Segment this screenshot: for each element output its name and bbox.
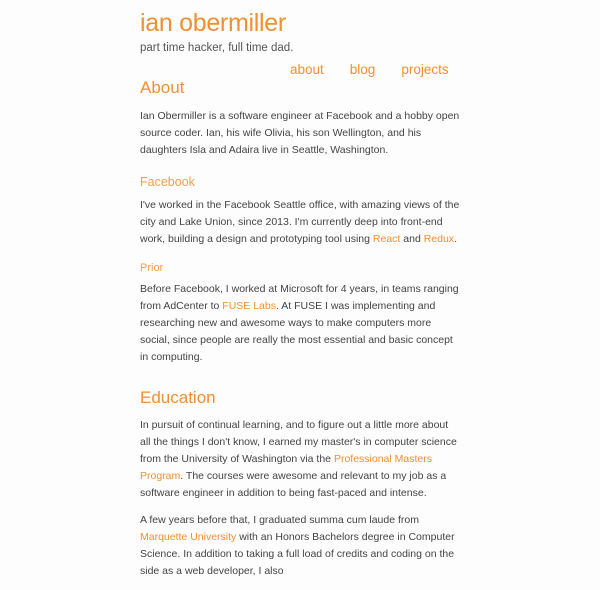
link-react[interactable]: React — [372, 232, 401, 245]
link-professional-masters-program[interactable]: Professional Masters Program — [140, 453, 432, 483]
facebook-paragraph — [140, 197, 460, 248]
section-heading-facebook: Facebook — [140, 174, 195, 189]
education-text-4: with an Honors Bachelors degree in Computer Science. In addition to taking a full load of credits and coding on the side as a web developer, I also — [140, 531, 455, 578]
prior-text-2: . At FUSE I was implementing and researching new and awesome ways to make computers more social, since people are really the most essential and basic concept in computing. — [140, 299, 453, 363]
education-text-1: In pursuit of continual learning, and to figure out a little more about all the things I don't know, I earned my master's in computer science from the University of Washington via the — [140, 419, 457, 466]
about-paragraph-text: Ian Obermiller is a software engineer at Facebook and a hobby open source coder. Ian, his wife Olivia, his son Wellington, and his daughters Isla and Adaira live in Seattle, Washington. — [140, 109, 460, 156]
education-text-3: A few years before that, I graduated summa cum laude from — [140, 514, 419, 527]
section-heading-education: Education — [140, 387, 216, 407]
nav-item-blog[interactable]: blog — [349, 62, 376, 77]
nav-item-projects[interactable]: projects — [401, 62, 449, 77]
facebook-text-3: . — [454, 232, 457, 245]
link-marquette-university[interactable]: Marquette University — [140, 531, 237, 544]
education-text-2: . The courses were awesome and relevant to my job as a software engineer in addition to being fast-paced and intense. — [140, 470, 447, 500]
site-tagline: part time hacker, full time dad. — [140, 42, 294, 55]
education-paragraph-1 — [140, 417, 460, 502]
section-heading-prior: Prior — [140, 261, 164, 274]
about-paragraph — [140, 108, 460, 159]
main-nav — [290, 62, 590, 77]
link-fuse-labs[interactable]: FUSE Labs — [222, 299, 276, 312]
page-title: ian obermiller — [140, 9, 286, 37]
section-heading-about: About — [140, 78, 185, 98]
page-content — [140, 0, 460, 590]
link-redux[interactable]: Redux — [423, 232, 455, 245]
prior-text-1: Before Facebook, I worked at Microsoft for 4 years, in teams ranging from AdCenter to — [140, 282, 459, 312]
nav-item-about[interactable]: about — [290, 62, 324, 77]
facebook-text-2: and — [400, 232, 424, 245]
education-paragraph-2 — [140, 512, 460, 580]
prior-paragraph — [140, 281, 460, 366]
facebook-text-1: I've worked in the Facebook Seattle office, with amazing views of the city and Lake Union, since 2013. I'm currently deep into front-end work, building a design and prototyping tool using — [140, 198, 460, 245]
